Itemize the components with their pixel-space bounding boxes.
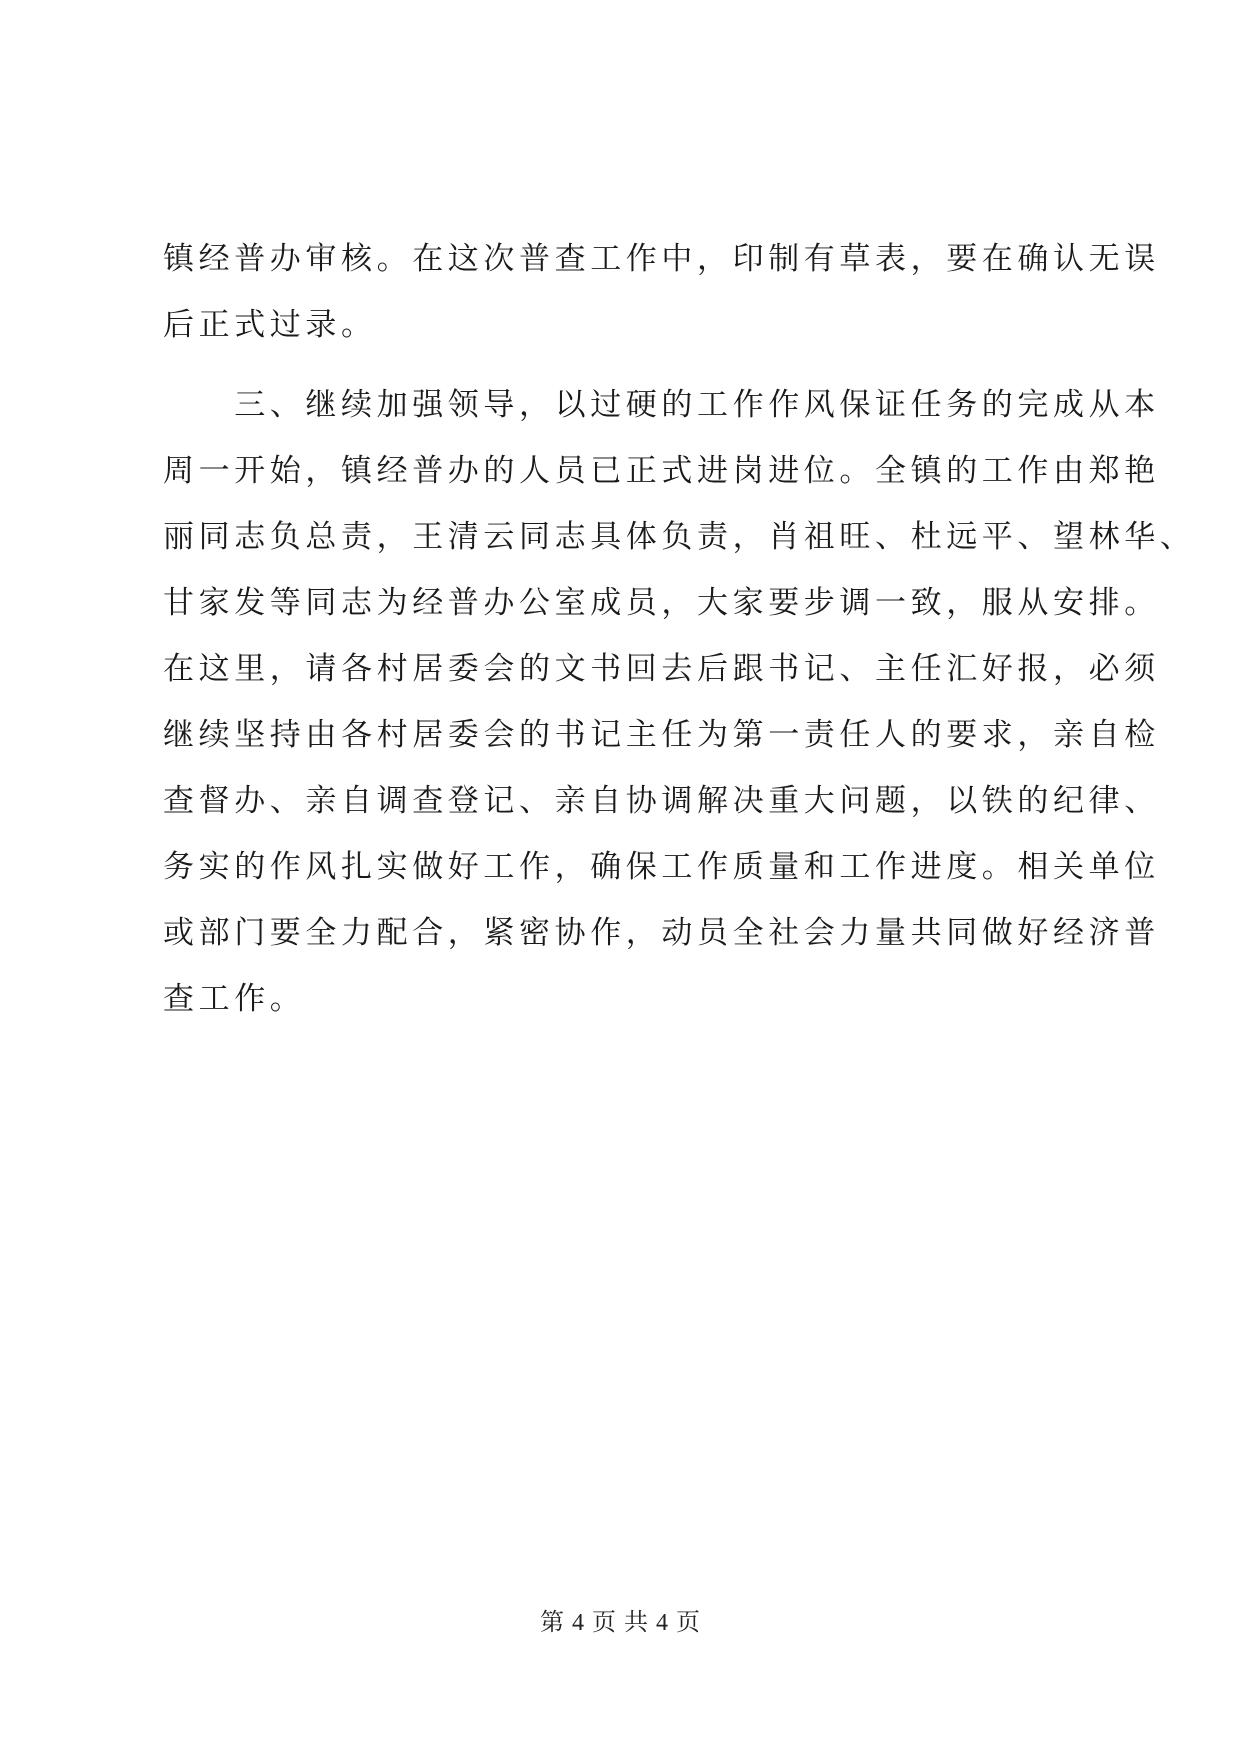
text-line: 周一开始，镇经普办的人员已正式进岗进位。全镇的工作由郑艳 [163,453,1160,489]
text-line: 继续坚持由各村居委会的书记主任为第一责任人的要求，亲自检 [163,717,1160,753]
text-line: 查工作。 [163,981,306,1017]
text-line: 镇经普办审核。在这次普查工作中，印制有草表，要在确认无误 [163,241,1160,277]
text-line: 或部门要全力配合，紧密协作，动员全社会力量共同做好经济普 [163,915,1160,951]
text-line: 甘家发等同志为经普办公室成员，大家要步调一致，服从安排。 [163,585,1160,621]
text-line: 务实的作风扎实做好工作，确保工作质量和工作进度。相关单位 [163,849,1160,885]
page-number-footer: 第 4 页 共 4 页 [540,1610,701,1636]
text-line: 查督办、亲自调查登记、亲自协调解决重大问题，以铁的纪律、 [163,783,1160,819]
text-line: 丽同志负总责，王清云同志具体负责，肖祖旺、杜远平、望林华、 [163,519,1196,555]
document-body [163,226,1196,1032]
text-line: 在这里，请各村居委会的文书回去后跟书记、主任汇好报，必须 [163,651,1160,687]
text-line: 后正式过录。 [163,307,377,343]
text-line: 三、继续加强领导，以过硬的工作作风保证任务的完成从本 [163,387,1160,423]
